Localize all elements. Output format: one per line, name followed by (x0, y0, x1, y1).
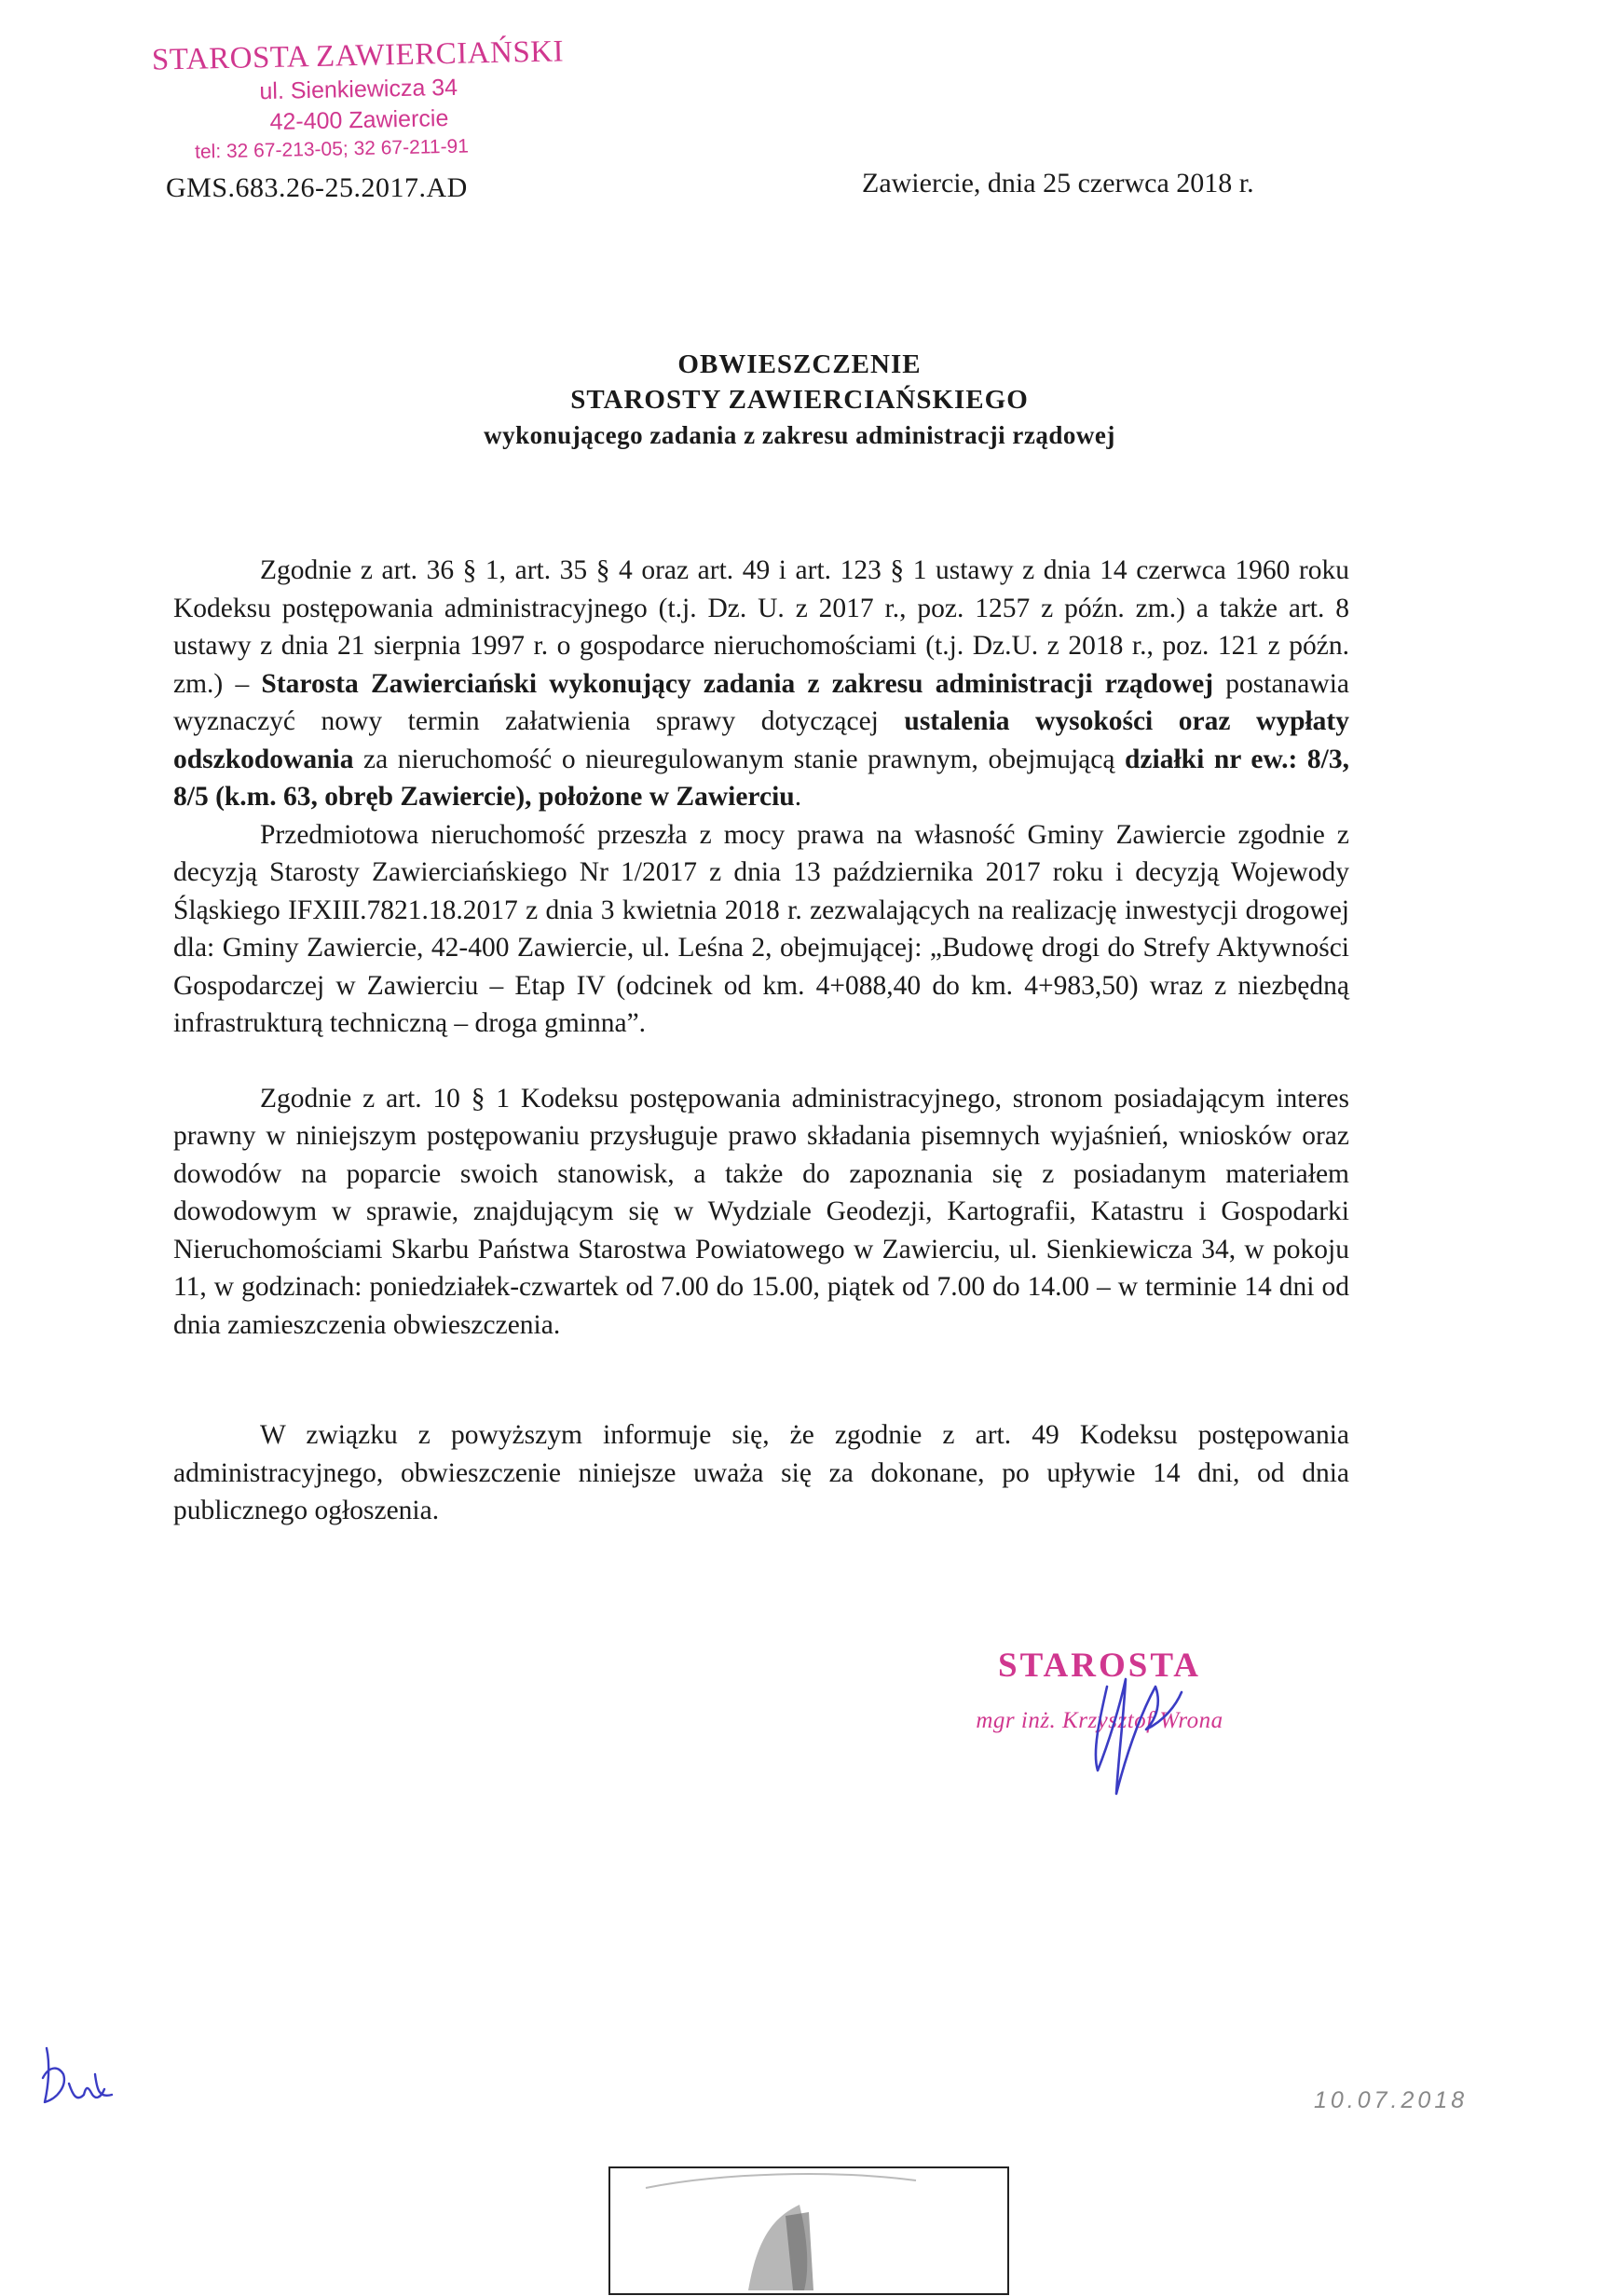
handwritten-signature (1072, 1631, 1202, 1808)
p1-bold-3: działki nr ew.: 8/3, 8/5 (k.m. 63, obręb Zawiercie), położone w Zawierciu (173, 744, 1349, 812)
signature-name: mgr inż. Krzysztof Wrona (976, 1708, 1223, 1733)
title-line-2: STAROSTY ZAWIERCIAŃSKIEGO (570, 385, 1029, 415)
p1-text-2: postanawia wyznaczyć nowy termin załatwienia sprawy dotyczącej (173, 668, 1349, 736)
document-title (280, 347, 1319, 453)
paragraph-2: Przedmiotowa nieruchomość przeszła z mocy prawa na własność Gminy Zawiercie zgodnie z decyzją Starosty Zawierciańskiego Nr 1/2017 z dnia 13 października 2017 roku i decyzją Wojewody Śląskiego IFXIII.7821.18.2017 z dnia 3 kwietnia 2018 r. zezwalających na realizację inwestycji drogowej dla: Gminy Zawiercie, 42-400 Zawiercie, ul. Leśna 2, obejmującej: „Budowę drogi do Strefy Aktywności Gospodarczej w Zawierciu – Etap IV (odcinek od km. 4+088,40 do km. 4+983,50) wraz z niezbędną infrastrukturą techniczną – droga gminna”. (173, 819, 1349, 1038)
received-date: 10.07.2018 (1314, 2087, 1469, 2113)
handwritten-initials (30, 2037, 132, 2121)
title-line-3: wykonującego zadania z zakresu administracji rządowej (484, 421, 1115, 449)
date-line: Zawiercie, dnia 25 czerwca 2018 r. (862, 168, 1254, 198)
document-body (173, 552, 1349, 1530)
stamp-street: ul. Sienkiewicza 34 (259, 74, 458, 105)
p1-text-3: za nieruchomość o nieuregulowanym stanie prawnym, obejmującą (353, 744, 1126, 774)
case-number: GMS.683.26-25.2017.AD (166, 172, 468, 203)
scanner-tab-mark (608, 2160, 1009, 2296)
title-line-1: OBWIESZCZENIE (677, 349, 922, 379)
header-stamp (139, 33, 580, 167)
stamp-city: 42-400 Zawiercie (269, 104, 449, 136)
p1-text-1: Zgodnie z art. 36 § 1, art. 35 § 4 oraz art. 49 i art. 123 § 1 ustawy z dnia 14 czerwca 1960 roku Kodeksu postępowania administracyjnego (t.j. Dz. U. z 2017 r., poz. 1257 z późn. zm.) a także art. 8 ustawy z dnia 21 sierpnia 1997 r. o gospodarce nieruchomościami (t.j. Dz.U. z 2018 r., poz. 121 z późn. zm.) – (173, 555, 1349, 699)
p1-text-4: . (794, 782, 802, 812)
paragraph-3: Zgodnie z art. 10 § 1 Kodeksu postępowania administracyjnego, stronom posiadającym interes prawny w niniejszym postępowaniu przysługuje prawo składania pisemnych wyjaśnień, wniosków oraz dowodów na poparcie swoich stanowisk, a także do zapoznania się z posiadanym materiałem dowodowym w sprawie, znajdującym się w Wydziale Geodezji, Kartografii, Katastru i Gospodarki Nieruchomościami Skarbu Państwa Starostwa Powiatowego w Zawierciu, ul. Sienkiewicza 34, w pokoju 11, w godzinach: poniedziałek-czwartek od 7.00 do 15.00, piątek od 7.00 do 14.00 – w terminie 14 dni od dnia zamieszczenia obwieszczenia. (173, 1083, 1349, 1340)
paragraph-4: W związku z powyższym informuje się, że zgodnie z art. 49 Kodeksu postępowania administracyjnego, obwieszczenie niniejsze uważa się za dokonane, po upływie 14 dni, od dnia publicznego ogłoszenia. (173, 1420, 1349, 1525)
stamp-phone: tel: 32 67-213-05; 32 67-211-91 (194, 135, 470, 163)
paragraph-1 (173, 552, 1349, 816)
signature-office: STAROSTA (998, 1647, 1201, 1685)
p1-bold-2: ustalenia wysokości oraz wypłaty odszkodowania (173, 706, 1349, 774)
stamp-title: STAROSTA ZAWIERCIAŃSKI (151, 34, 565, 77)
p1-bold-1: Starosta Zawierciański wykonujący zadania z zakresu administracji rządowej (261, 668, 1214, 699)
